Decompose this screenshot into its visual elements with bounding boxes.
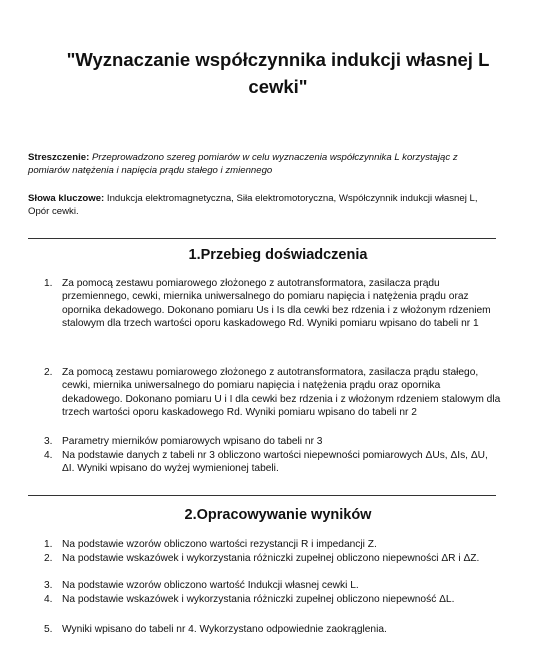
abstract [28,151,498,177]
list-item-number: 1. [44,539,53,550]
keywords-label: Słowa kluczowe: [28,193,105,204]
list-item-number: 4. [44,594,53,605]
list-item-number: 1. [44,278,53,289]
list-item [44,579,502,592]
list-item-text: Na podstawie danych z tabeli nr 3 obliczono wartości niepewności pomiarowych ΔUs, ΔIs, ΔU, ΔI. Wyniki wpisano do wyżej wymienionej tabeli. [62,450,488,475]
list-item-text: Na podstawie wzorów obliczono wartości rezystancji R i impedancji Z. [62,539,377,550]
abstract-label: Streszczenie: [28,152,90,163]
section-heading-results: 2.Opracowywanie wyników [184,507,372,523]
list-item [44,366,502,420]
list-item [44,449,502,476]
divider [28,495,496,496]
list-item-text: Na podstawie wskazówek i wykorzystania różniczki zupełnej obliczono niepewność ΔL. [62,594,455,605]
list-item [44,593,502,606]
list-item-text: Za pomocą zestawu pomiarowego złożonego z autotransformatora, zasilacza prądu przemiennego, cewki, miernika uniwersalnego do pomiaru napięcia i natężenia prądu oraz opornika dekadowego. Dokonano pomiaru Us i Is dla cewki bez rdzenia i z włożonym rdzeniem stalowym dla trzech wartości oporu kaskadowego Rd. Wyniki pomiaru wpisano do tabeli nr 1 [62,278,491,330]
list-item-text: Na podstawie wzorów obliczono wartość Indukcji własnej cewki L. [62,580,359,591]
abstract-text: Przeprowadzono szereg pomiarów w celu wyznaczenia współczynnika L korzystając z pomiarów natężenia i napięcia prądu stałego i zmiennego [28,152,458,176]
list-item-number: 3. [44,436,53,447]
list-item-number: 4. [44,450,53,461]
list-item [44,277,504,331]
list-item [44,435,502,448]
list-item-number: 2. [44,553,53,564]
list-item-text: Na podstawie wskazówek i wykorzystania różniczki zupełnej obliczono niepewności ΔR i ΔZ. [62,553,480,564]
document-title: "Wyznaczanie współczynnika indukcji własnej L cewki" [66,49,490,97]
list-item-text: Wyniki wpisano do tabeli nr 4. Wykorzystano odpowiednie zaokrąglenia. [62,624,387,635]
list-item-text: Za pomocą zestawu pomiarowego złożonego z autotransformatora, zasilacza prądu stałego, cewki, miernika uniwersalnego do pomiaru napięcia i natężenia prądu oraz opornika dekadowego. Dokonano pomiaru U i I dla cewki bez rdzenia i z włożonym rdzeniem stalowym dla trzech wartości oporu kaskadowego Rd. Wyniki pomiaru wpisano do tabeli nr 2 [62,367,501,419]
list-item-number: 5. [44,624,53,635]
section-heading-experiment: 1.Przebieg doświadczenia [188,247,368,263]
list-item-number: 2. [44,367,53,378]
list-item-text: Parametry mierników pomiarowych wpisano do tabeli nr 3 [62,436,323,447]
divider [28,238,496,239]
list-item [44,538,502,551]
keywords [28,192,498,218]
list-item [44,552,502,565]
keywords-text: Indukcja elektromagnetyczna, Siła elektromotoryczna, Współczynnik indukcji własnej L, Opór cewki. [28,193,478,217]
list-item-number: 3. [44,580,53,591]
list-item [44,623,502,636]
